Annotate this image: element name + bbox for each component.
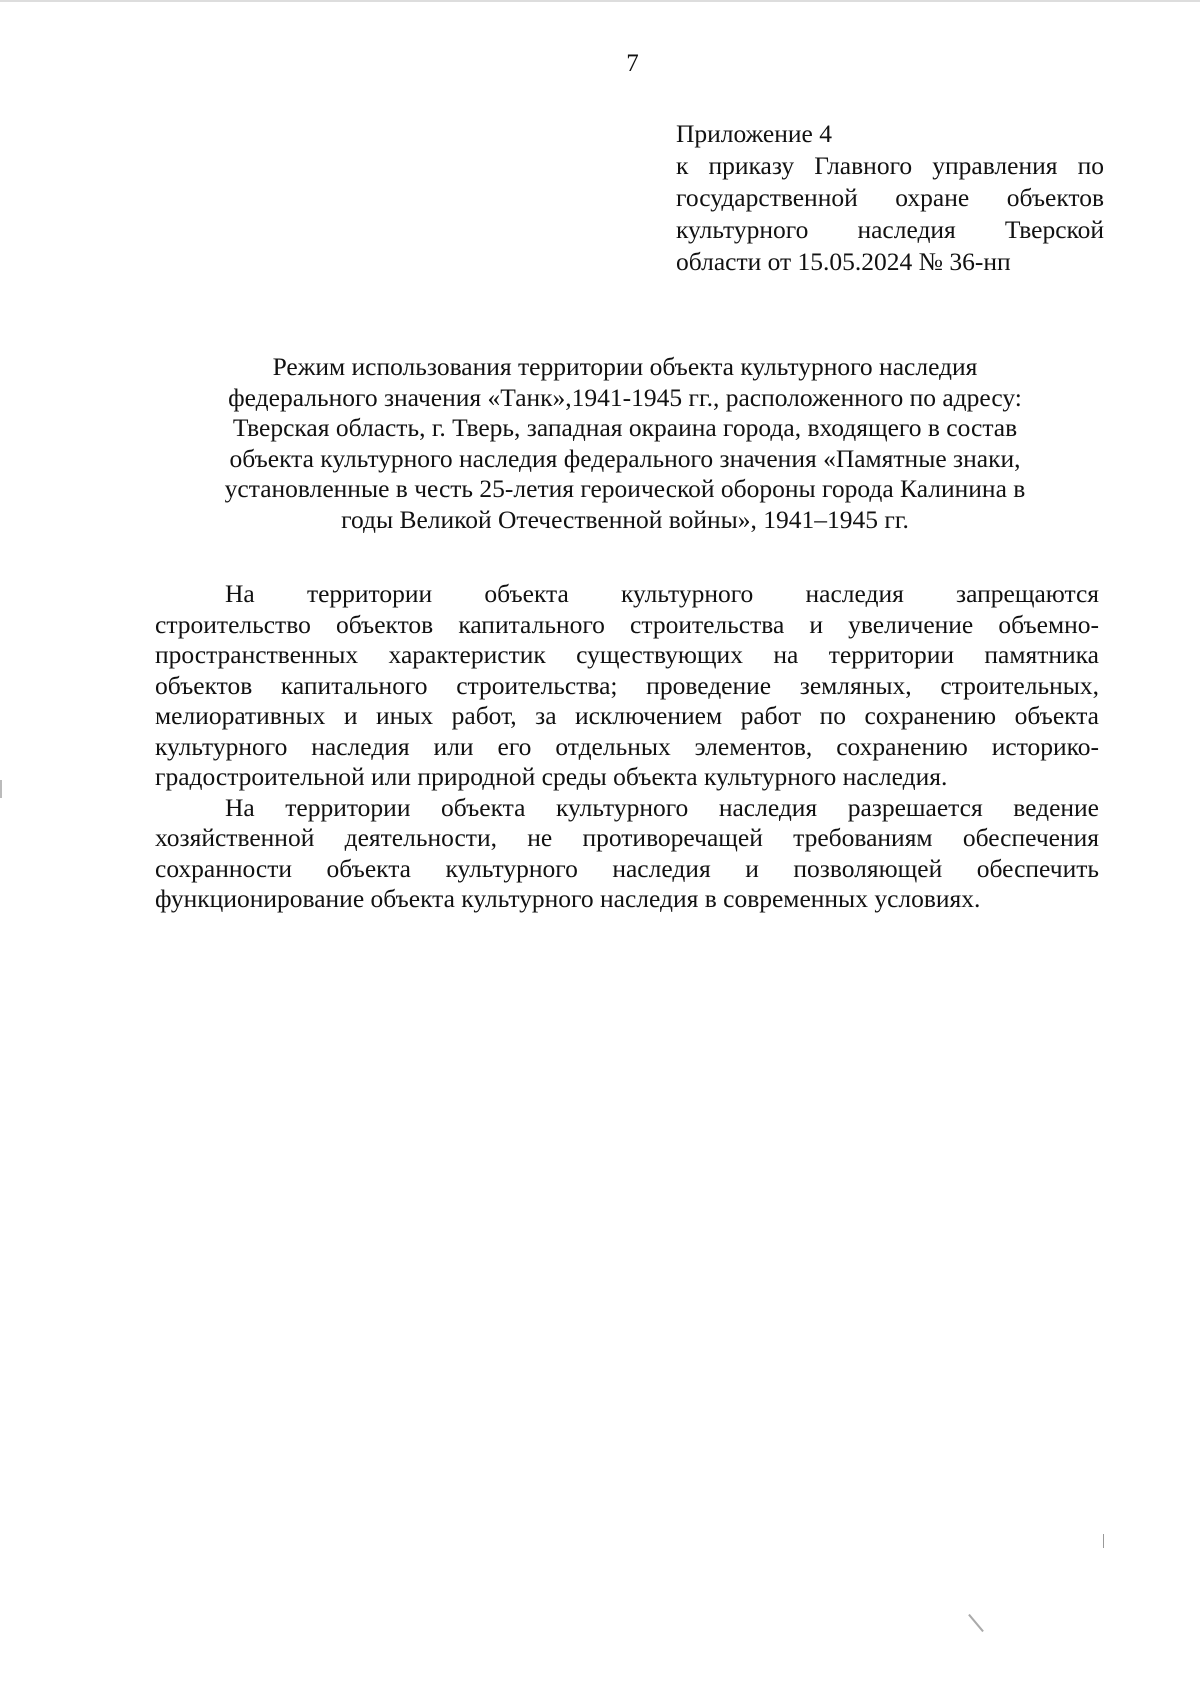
paragraph-line: градостроительной или природной среды объекта культурного наследия. xyxy=(155,762,948,791)
scan-speck xyxy=(0,780,2,798)
appendix-line: к приказу Главного управления по xyxy=(676,151,1104,180)
paragraph-line: На территории объекта культурного наследия запрещаются xyxy=(225,579,1099,608)
document-title xyxy=(150,352,1100,535)
appendix-title: Приложение 4 xyxy=(676,119,832,148)
scan-speck xyxy=(1103,1534,1104,1548)
page-number: 7 xyxy=(626,50,639,77)
paragraph-line: пространственных характеристик существующих на территории памятника xyxy=(155,640,1099,669)
scan-speck xyxy=(0,0,1200,2)
paragraph-permissions xyxy=(155,793,1099,915)
title-line: Режим использования территории объекта культурного наследия xyxy=(272,352,978,381)
title-line: годы Великой Отечественной войны», 1941–1945 гг. xyxy=(341,504,909,534)
appendix-line: государственной охране объектов xyxy=(676,183,1104,212)
appendix-line: культурного наследия Тверской xyxy=(676,215,1104,244)
paragraph-line: функционирование объекта культурного наследия в современных условиях. xyxy=(155,884,981,913)
title-line: объекта культурного наследия федерального значения «Памятные знаки, xyxy=(229,443,1021,473)
paragraph-line: мелиоративных и иных работ, за исключением работ по сохранению объекта xyxy=(155,701,1099,730)
paragraph-line: На территории объекта культурного наследия разрешается ведение xyxy=(225,792,1099,822)
paragraph-prohibitions xyxy=(155,579,1099,793)
document-body xyxy=(155,579,1099,915)
title-line: Тверская область, г. Тверь, западная окраина города, входящего в состав xyxy=(232,413,1018,442)
paragraph-line: объектов капитального строительства; проведение земляных, строительных, xyxy=(155,670,1099,700)
appendix-header xyxy=(676,118,1104,278)
title-line: установленные в честь 25-летия героической обороны города Калинина в xyxy=(224,474,1026,503)
scan-speck xyxy=(968,1614,984,1632)
paragraph-line: строительство объектов капитального строительства и увеличение объемно- xyxy=(155,609,1099,639)
paragraph-line: сохранности объекта культурного наследия и позволяющей обеспечить xyxy=(155,853,1099,883)
paragraph-line: культурного наследия или его отдельных элементов, сохранению историко- xyxy=(155,731,1099,761)
appendix-line: области от 15.05.2024 № 36-нп xyxy=(676,247,1011,276)
title-line: федерального значения «Танк»,1941-1945 гг., расположенного по адресу: xyxy=(228,382,1022,412)
paragraph-line: хозяйственной деятельности, не противоречащей требованиям обеспечения xyxy=(155,823,1099,852)
